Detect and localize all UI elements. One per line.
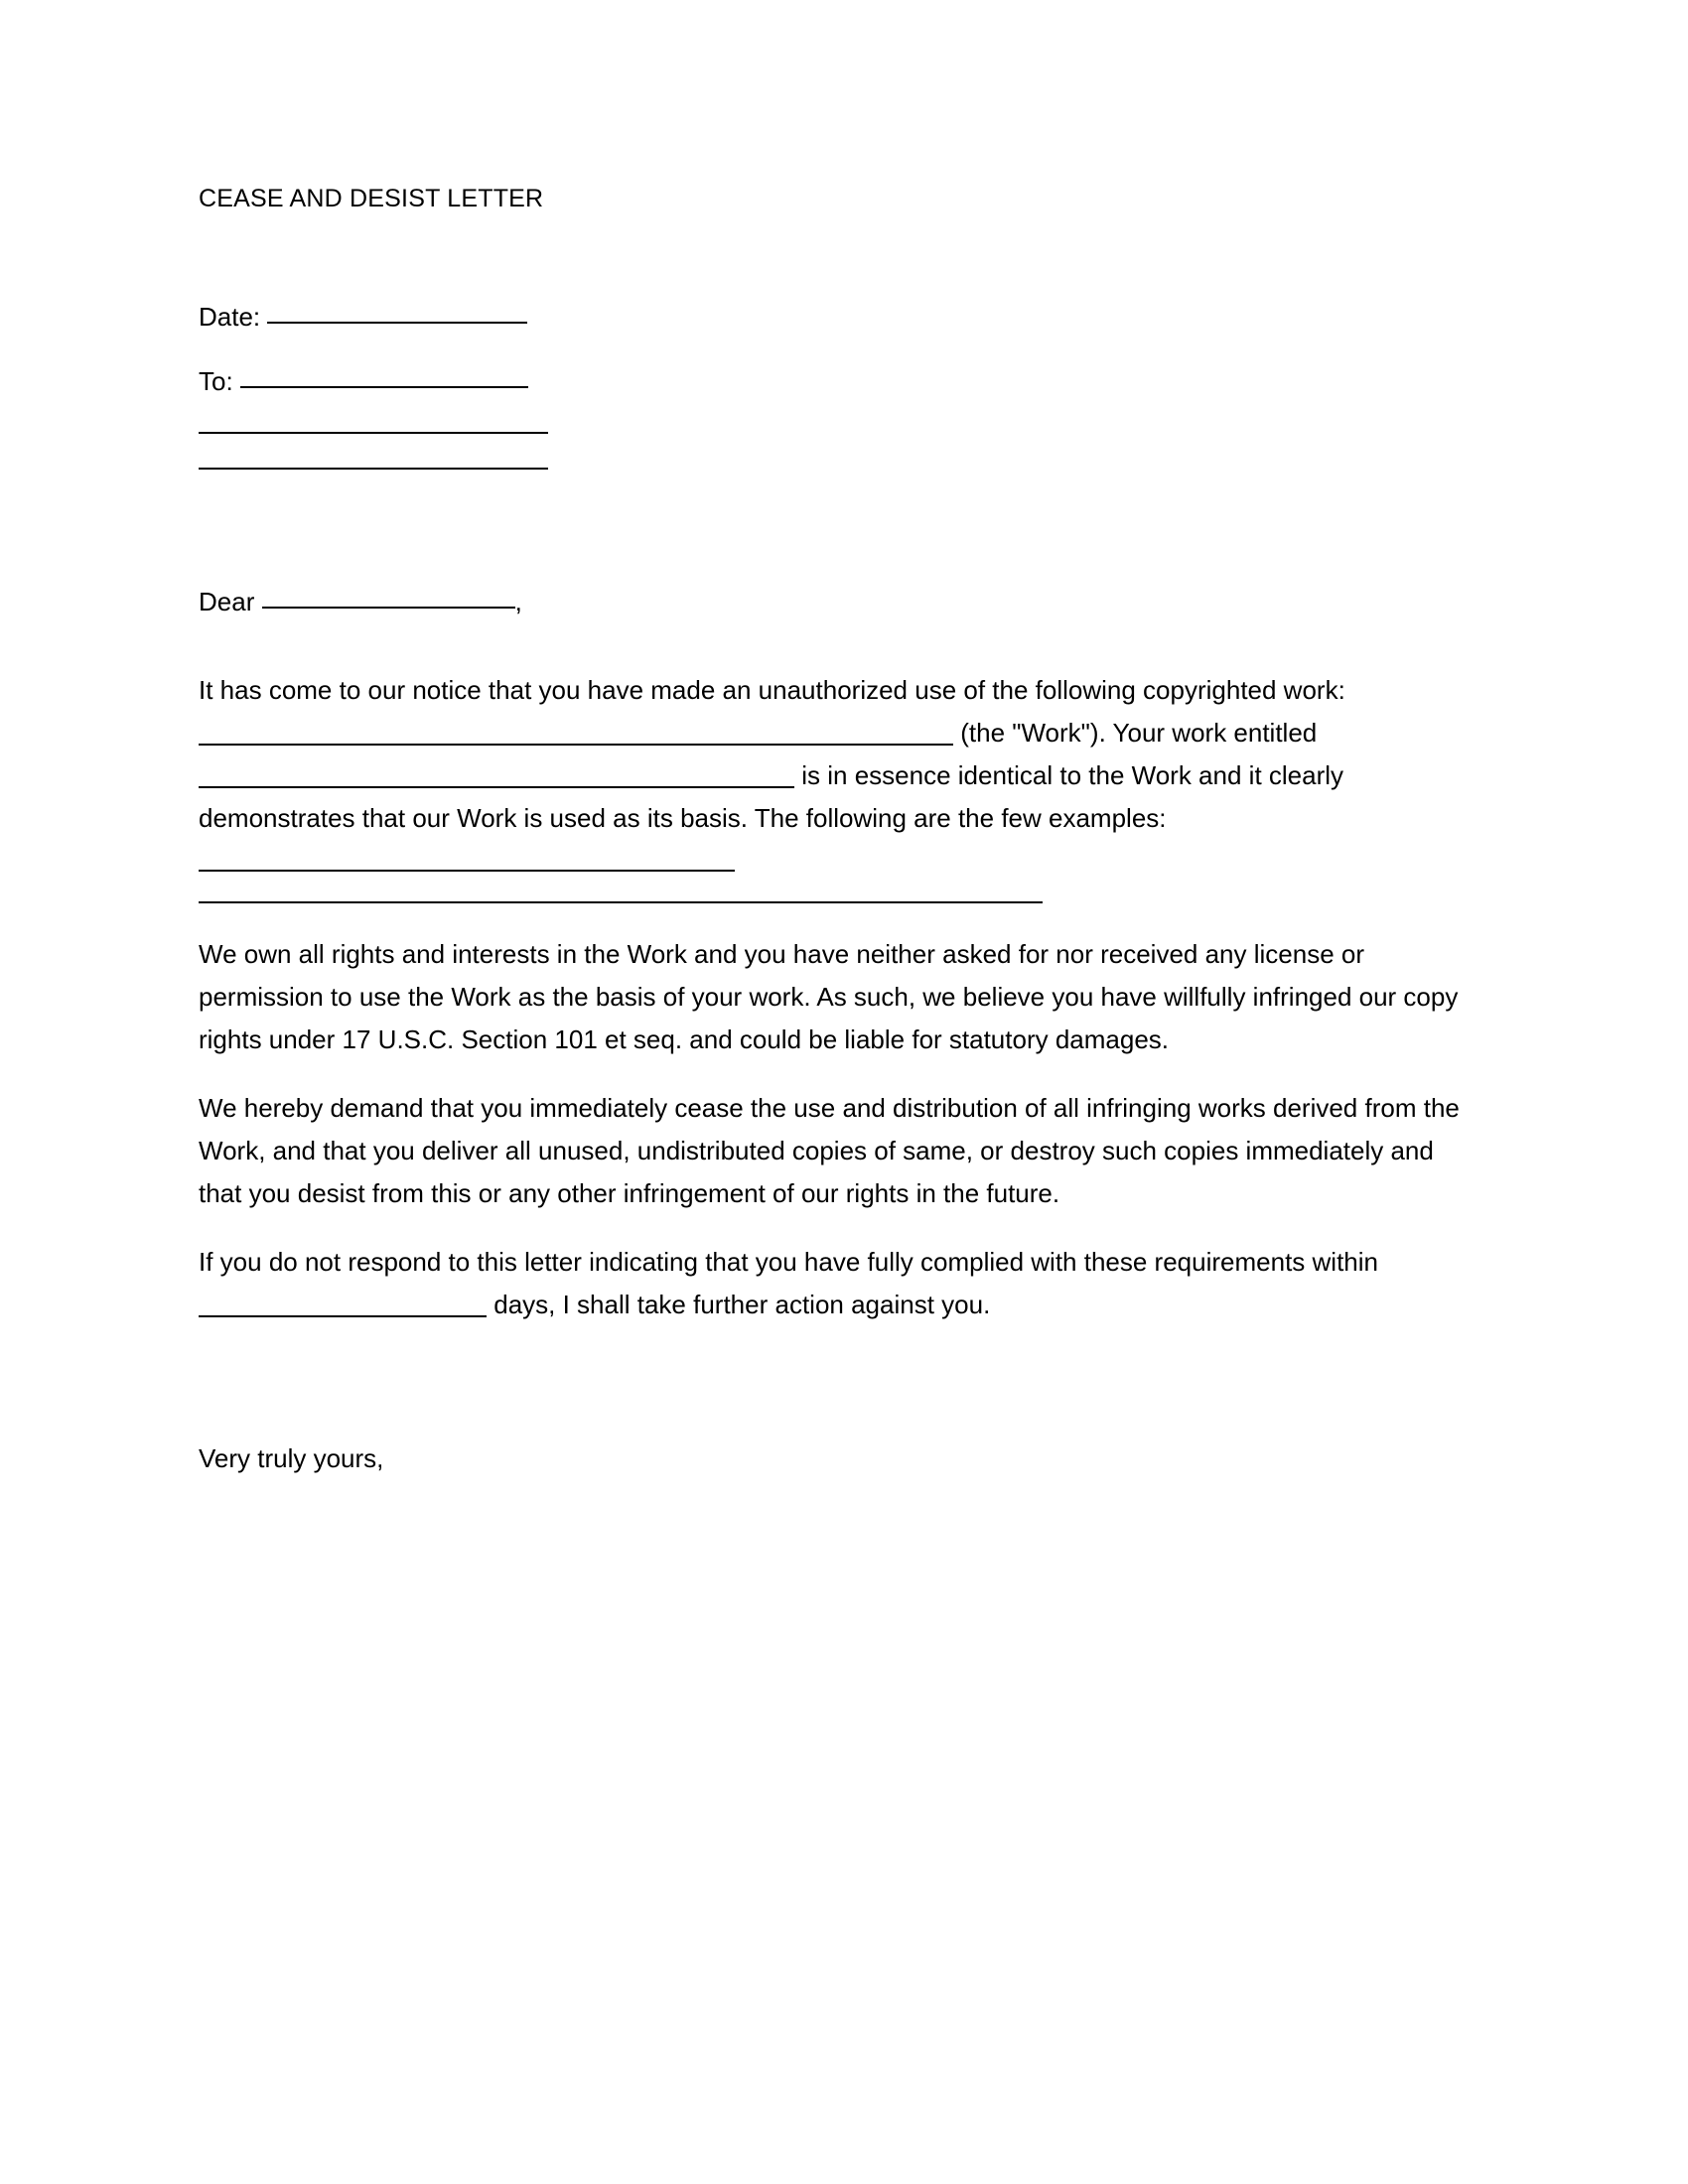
paragraph-intro-part-1: It has come to our notice that you have made an unauthorized use of the following copyrighted work: <box>199 674 1345 705</box>
date-label: Date: <box>199 302 261 333</box>
work-title-blank[interactable] <box>199 764 794 788</box>
paragraph-ownership: We own all rights and interests in the Work and you have neither asked for nor received any license or permission to use the Work as the basis of your work. As such, we believe you have willfully infringed our copy rights under 17 U.S.C. Section 101 et seq. and could be liable for statutory damages. <box>199 938 1459 1054</box>
closing-salutation: Very truly yours, <box>199 1442 384 1473</box>
days-blank[interactable] <box>199 1294 487 1317</box>
paragraph-deadline-part-2: days, I shall take further action against you. <box>493 1289 991 1319</box>
to-field-row <box>199 366 1470 397</box>
paragraph-deadline-part-1: If you do not respond to this letter indicating that you have fully complied with these requirements within <box>199 1246 1378 1277</box>
work-description-blank[interactable] <box>199 722 953 746</box>
field-spacer-1 <box>199 333 1470 366</box>
field-spacer-2 <box>199 398 1470 432</box>
paragraph-intro <box>199 669 1470 840</box>
to-input-blank[interactable] <box>240 366 528 388</box>
field-spacer-3 <box>199 434 1470 468</box>
date-input-blank[interactable] <box>267 302 527 324</box>
examples-spacer-mid <box>199 872 1470 901</box>
salutation-row <box>199 587 1470 617</box>
closing-spacer <box>199 1326 1470 1443</box>
examples-spacer-bottom <box>199 903 1470 933</box>
salutation-comma: , <box>514 586 522 616</box>
salutation-name-blank[interactable] <box>262 587 515 609</box>
paragraph-demand: We hereby demand that you immediately cease the use and distribution of all infringing works derived from the Work, and that you deliver all unused, undistributed copies of same, or destroy such copies immediately and that you desist from this or any other infringement of our rights in the future. <box>199 1092 1460 1208</box>
letter-body <box>199 184 1470 1474</box>
paragraph-deadline <box>199 1241 1470 1326</box>
salutation-label: Dear <box>199 586 255 616</box>
paragraph-intro-part-3: is in essence identical to the Work and it clearly demonstrates that our Work is used as its basis. The following are the few examples: <box>199 759 1344 833</box>
address-block-spacer <box>199 470 1470 587</box>
to-label: To: <box>199 366 233 397</box>
page-title: CEASE AND DESIST LETTER <box>199 185 544 212</box>
paragraph-intro-part-2: (the "Work"). Your work entitled <box>960 717 1318 748</box>
date-field-row <box>199 302 1470 333</box>
title-spacer <box>199 214 1470 302</box>
examples-spacer-top <box>199 840 1470 870</box>
salutation-spacer <box>199 617 1470 669</box>
